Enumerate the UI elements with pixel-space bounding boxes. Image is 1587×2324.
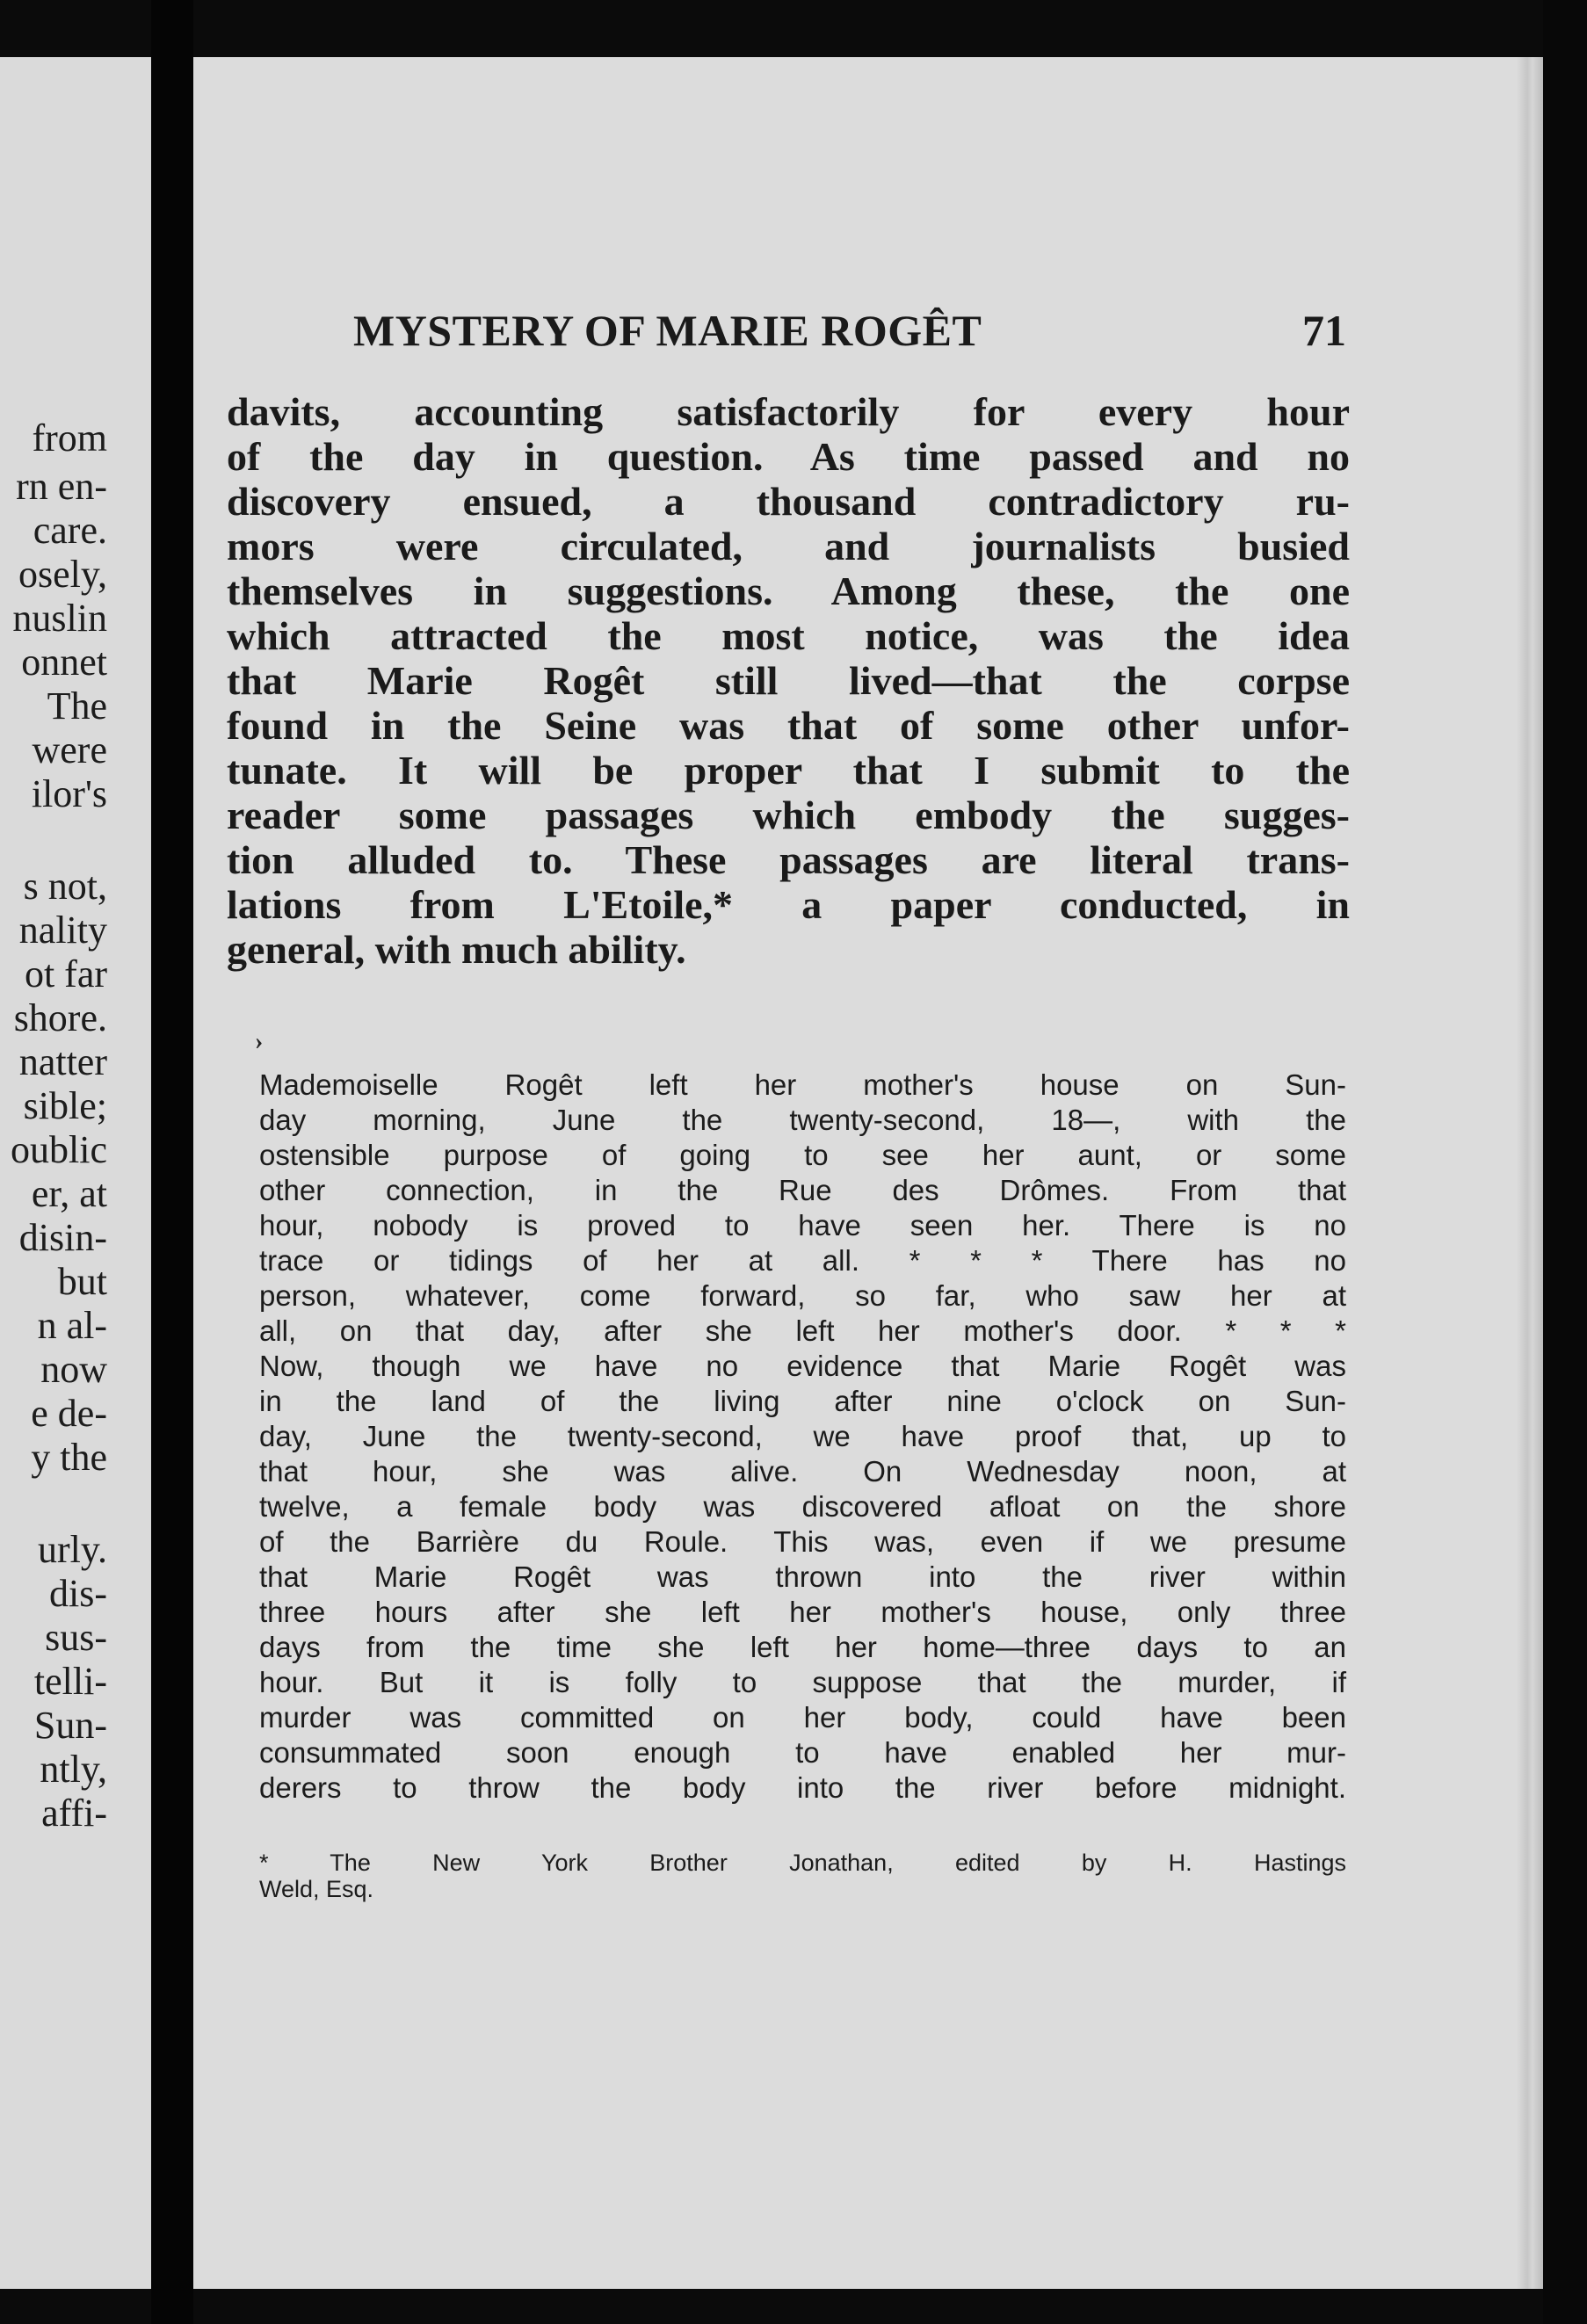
facing-page-fragment: Sun- (33, 1704, 107, 1747)
running-head-title: MYSTERY OF MARIE ROGÊT (353, 306, 982, 355)
quote-line: of the Barrière du Roule. This was, even if we presume (259, 1525, 1346, 1558)
quote-line: in the land of the living after nine o'clock on Sun- (259, 1385, 1346, 1417)
facing-page-fragment: onnet (21, 641, 107, 684)
quote-line: hour, nobody is proved to have seen her. There is no (259, 1209, 1346, 1242)
body-paragraph (227, 389, 1350, 972)
quote-line: twelve, a female body was discovered afloat on the shore (259, 1490, 1346, 1523)
running-head (353, 305, 1346, 358)
facing-page-fragment: affi- (41, 1792, 107, 1835)
quote-line: days from the time she left her home—three days to an (259, 1631, 1346, 1663)
footnote (259, 1850, 1346, 1902)
body-line: tunate. It will be proper that I submit to the (227, 748, 1350, 793)
facing-page-fragment: shore. (13, 996, 107, 1039)
facing-page-fragment: sus- (45, 1616, 107, 1659)
quote-line: other connection, in the Rue des Drômes. From that (259, 1174, 1346, 1206)
facing-page-fragment: disin- (18, 1216, 107, 1259)
facing-page-fragment: ot far (24, 952, 107, 995)
facing-page-fragment: natter (18, 1040, 107, 1083)
body-line: tion alluded to. These passages are literal trans- (227, 837, 1350, 882)
page-edge (1517, 57, 1543, 2289)
quote-line: day morning, June the twenty-second, 18—, with the (259, 1104, 1346, 1136)
facing-page-fragment: but (57, 1260, 107, 1303)
body-line: davits, accounting satisfactorily for every hour (227, 389, 1350, 434)
facing-page (0, 57, 151, 2289)
book-page (193, 57, 1543, 2289)
footnote-line: Weld, Esq. (259, 1876, 374, 1902)
quote-line: that Marie Rogêt was thrown into the river within (259, 1560, 1346, 1593)
scan-background (1543, 0, 1587, 2324)
body-line: that Marie Rogêt still lived—that the corpse (227, 658, 1350, 703)
quote-line: three hours after she left her mother's house, only three (259, 1596, 1346, 1628)
footnote-line: * The New York Brother Jonathan, edited by H. Hastings (259, 1850, 1346, 1876)
quote-line: trace or tidings of her at all. * * * There has no (259, 1244, 1346, 1277)
facing-page-fragment: nuslin (12, 597, 107, 640)
facing-page-fragment: dis- (49, 1572, 107, 1615)
body-line: mors were circulated, and journalists busied (227, 524, 1350, 568)
facing-page-fragment: sible; (23, 1084, 107, 1127)
quote-line: ostensible purpose of going to see her aunt, or some (259, 1139, 1346, 1171)
body-line: discovery ensued, a thousand contradictory ru- (227, 479, 1350, 524)
facing-page-fragment: ntly, (40, 1748, 107, 1791)
facing-page-fragment: were (32, 728, 107, 771)
book-gutter (151, 0, 193, 2324)
facing-page-fragment: s not, (23, 865, 107, 908)
quote-line: consummated soon enough to have enabled her mur- (259, 1736, 1346, 1769)
body-line: general, with much ability. (227, 927, 686, 972)
facing-page-fragment: nality (18, 909, 107, 952)
facing-page-fragment: e de- (31, 1392, 107, 1435)
facing-page-fragment: n al- (37, 1304, 107, 1347)
body-line: themselves in suggestions. Among these, the one (227, 568, 1350, 613)
facing-page-fragment: urly. (37, 1528, 107, 1571)
facing-page-fragment: telli- (33, 1660, 107, 1703)
stray-mark: › (255, 1028, 264, 1055)
quote-line: all, on that day, after she left her mother's door. * * * (259, 1314, 1346, 1347)
quote-line: hour. But it is folly to suppose that the murder, if (259, 1666, 1346, 1698)
quote-line: murder was committed on her body, could have been (259, 1701, 1346, 1734)
facing-page-fragment: oublic (11, 1128, 107, 1171)
quote-line: person, whatever, come forward, so far, who saw her at (259, 1279, 1346, 1312)
body-line: found in the Seine was that of some other unfor- (227, 703, 1350, 748)
facing-page-fragment: osely, (18, 553, 107, 596)
facing-page-fragment: The (47, 684, 107, 728)
body-line: reader some passages which embody the sugges- (227, 793, 1350, 837)
facing-page-fragment: from (32, 416, 107, 460)
body-line: of the day in question. As time passed and no (227, 434, 1350, 479)
facing-page-fragment: care. (33, 509, 107, 552)
quote-line: derers to throw the body into the river before midnight. (259, 1771, 1346, 1804)
body-line: which attracted the most notice, was the idea (227, 613, 1350, 658)
quote-line: Now, though we have no evidence that Marie Rogêt was (259, 1350, 1346, 1382)
page-number: 71 (1302, 306, 1346, 355)
quote-line: Mademoiselle Rogêt left her mother's house on Sun- (259, 1068, 1346, 1101)
facing-page-fragment: y the (31, 1436, 107, 1479)
facing-page-fragment: er, at (31, 1172, 107, 1215)
block-quote (259, 1068, 1346, 1806)
quote-line: that hour, she was alive. On Wednesday noon, at (259, 1455, 1346, 1488)
body-line: lations from L'Etoile,* a paper conducted, in (227, 882, 1350, 927)
quote-line: day, June the twenty-second, we have proof that, up to (259, 1420, 1346, 1452)
facing-page-fragment: ilor's (31, 772, 107, 815)
facing-page-fragment: now (40, 1348, 107, 1391)
facing-page-fragment: rn en- (16, 465, 107, 508)
